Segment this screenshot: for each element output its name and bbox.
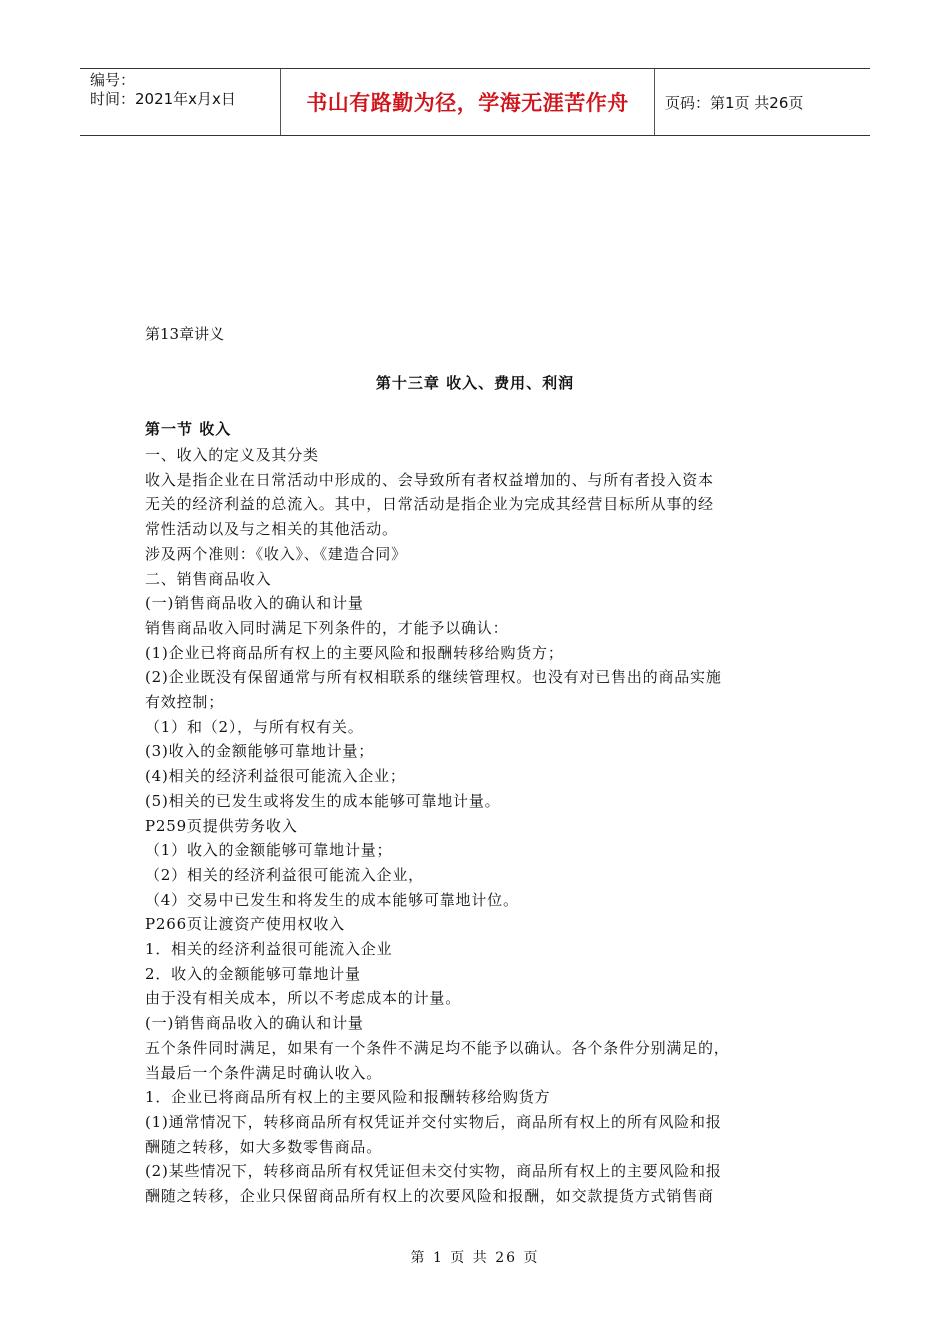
body-line: (3)收入的金额能够可靠地计量； (145, 742, 375, 761)
body-line: 有效控制； (145, 693, 225, 712)
body-line: 酬随之转移，企业只保留商品所有权上的次要风险和报酬，如交款提货方式销售商 (145, 1187, 714, 1206)
chapter-title: 第十三章 收入、费用、利润 (375, 374, 575, 392)
body-line: 由于没有相关成本，所以不考虑成本的计量。 (145, 989, 462, 1008)
document-time-label: 时间：2021年x月x日 (90, 90, 236, 108)
body-line: 二、销售商品收入 (145, 569, 272, 588)
body-line: 酬随之转移，如大多数零售商品。 (145, 1137, 383, 1156)
body-line: 常性活动以及与之相关的其他活动。 (145, 520, 398, 539)
body-line: （1）和（2），与所有权有关。 (145, 717, 364, 736)
header-meta (80, 69, 281, 135)
body-line: (2)某些情况下，转移商品所有权凭证但未交付实物，商品所有权上的主要风险和报 (145, 1162, 722, 1181)
body-line: 销售商品收入同时满足下列条件的，才能予以确认： (145, 618, 509, 637)
body-line: 当最后一个条件满足时确认收入。 (145, 1063, 383, 1082)
page-header (80, 68, 870, 136)
body-line: (4)相关的经济利益很可能流入企业； (145, 767, 406, 786)
body-line: (1)企业已将商品所有权上的主要风险和报酬转移给购货方； (145, 643, 564, 662)
body-line: 无关的经济利益的总流入。其中，日常活动是指企业为完成其经营目标所从事的经 (145, 495, 714, 514)
body-line: (2)企业既没有保留通常与所有权相联系的继续管理权。也没有对已售出的商品实施 (145, 668, 722, 687)
body-line: （4）交易中已发生和将发生的成本能够可靠地计位。 (145, 890, 519, 909)
body-line: 1．企业已将商品所有权上的主要风险和报酬转移给购货方 (145, 1088, 551, 1107)
body-line: P266页让渡资产使用权收入 (145, 915, 345, 934)
body-line: 收入是指企业在日常活动中形成的、会导致所有者权益增加的、与所有者投入资本 (145, 470, 714, 489)
header-page-info: 页码：第1页 共26页 (665, 93, 804, 112)
body-line: 涉及两个准则：《收入》、《建造合同》 (145, 544, 407, 563)
body-line: (一)销售商品收入的确认和计量 (145, 1014, 364, 1033)
page-footer: 第 1 页 共 26 页 (410, 1250, 540, 1266)
document-number-label: 编号： (90, 71, 136, 89)
body-line: (一)销售商品收入的确认和计量 (145, 594, 364, 613)
body-line: （2）相关的经济利益很可能流入企业， (145, 865, 424, 884)
body-line: (1)通常情况下，转移商品所有权凭证并交付实物后，商品所有权上的所有风险和报 (145, 1112, 722, 1131)
header-motto: 书山有路勤为径，学海无涯苦作舟 (281, 69, 655, 135)
body-line: （1）收入的金额能够可靠地计量； (145, 841, 393, 860)
body-line: 1．相关的经济利益很可能流入企业 (145, 940, 393, 959)
body-line: (5)相关的已发生或将发生的成本能够可靠地计量。 (145, 791, 501, 810)
lecture-label: 第13章讲义 (145, 325, 225, 343)
body-line: P259页提供劳务收入 (145, 816, 298, 835)
body-text (145, 443, 805, 1209)
body-line: 2．收入的金额能够可靠地计量 (145, 964, 361, 983)
body-line: 一、收入的定义及其分类 (145, 446, 319, 464)
body-line: 五个条件同时满足，如果有一个条件不满足均不能予以确认。各个条件分别满足的， (145, 1038, 730, 1057)
section-title: 第一节 收入 (145, 420, 232, 438)
